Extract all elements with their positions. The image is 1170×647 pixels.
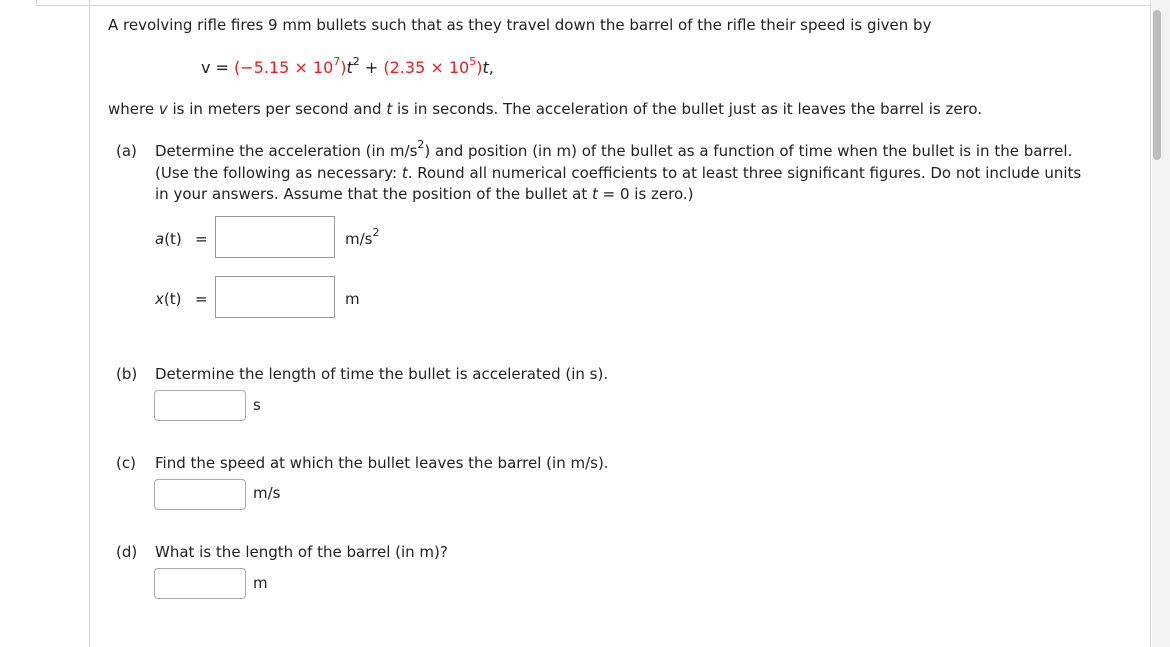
part-c-label: (c) — [116, 454, 136, 472]
part-a-label: (a) — [116, 142, 137, 160]
coefficient-2: $(2.35 \times 10^5)$ — [383, 55, 483, 77]
part-b-question: Determine the length of time the bullet is accelerated (in s). — [155, 365, 609, 383]
speed-input[interactable] — [154, 479, 246, 510]
variable-description: where v is in meters per second and t is in seconds. The acceleration of the bullet just as it leaves the barrel is zero. — [108, 100, 983, 118]
equation-lhs: v = — [201, 58, 235, 77]
speed-unit: m/s — [253, 484, 281, 502]
part-b-label: (b) — [116, 365, 138, 383]
previous-card-edge — [36, 0, 1151, 6]
part-a-instructions-line2: (Use the following as necessary: t. Round all numerical coefficients to at least three significant figures. Do not include units — [155, 164, 1082, 182]
position-unit: m — [345, 290, 360, 308]
scrollbar-thumb[interactable] — [1153, 10, 1161, 160]
time-input[interactable] — [154, 390, 246, 421]
part-c-question: Find the speed at which the bullet leaves the barrel (in m/s). — [155, 454, 609, 472]
coefficient-1: $(-5.15 \times 10^7)$ — [234, 55, 347, 77]
velocity-equation: $v = (-5.15 \times 10^7)t^2 + (2.35 \times 10^5)t$, — [201, 55, 494, 77]
position-label: x(t) — [155, 290, 182, 308]
problem-intro: A revolving rifle fires 9 mm bullets such that as they travel down the barrel of the rifle their speed is given by — [108, 16, 932, 34]
part-a-instructions-line3: in your answers. Assume that the position of the bullet at t = 0 is zero.) — [155, 185, 694, 203]
acceleration-unit: $m/s^2$ — [345, 226, 380, 248]
time-unit: s — [253, 396, 261, 414]
position-input[interactable] — [215, 276, 335, 318]
barrel-length-unit: m — [253, 574, 268, 592]
acceleration-input[interactable] — [215, 216, 335, 258]
barrel-length-input[interactable] — [154, 568, 246, 599]
equation-t: t — [482, 58, 489, 77]
acceleration-label: a(t) — [155, 230, 182, 248]
equation-t-squared: t — [346, 58, 353, 77]
part-a-instructions-line1: Determine the acceleration (in $m/s^2$) and position (in m) of the bullet as a function of time when the bullet is in the barrel. — [155, 138, 1073, 160]
part-d-question: What is the length of the barrel (in m)? — [155, 543, 448, 561]
part-d-label: (d) — [116, 543, 138, 561]
position-equals: = — [195, 290, 208, 308]
acceleration-equals: = — [195, 230, 208, 248]
